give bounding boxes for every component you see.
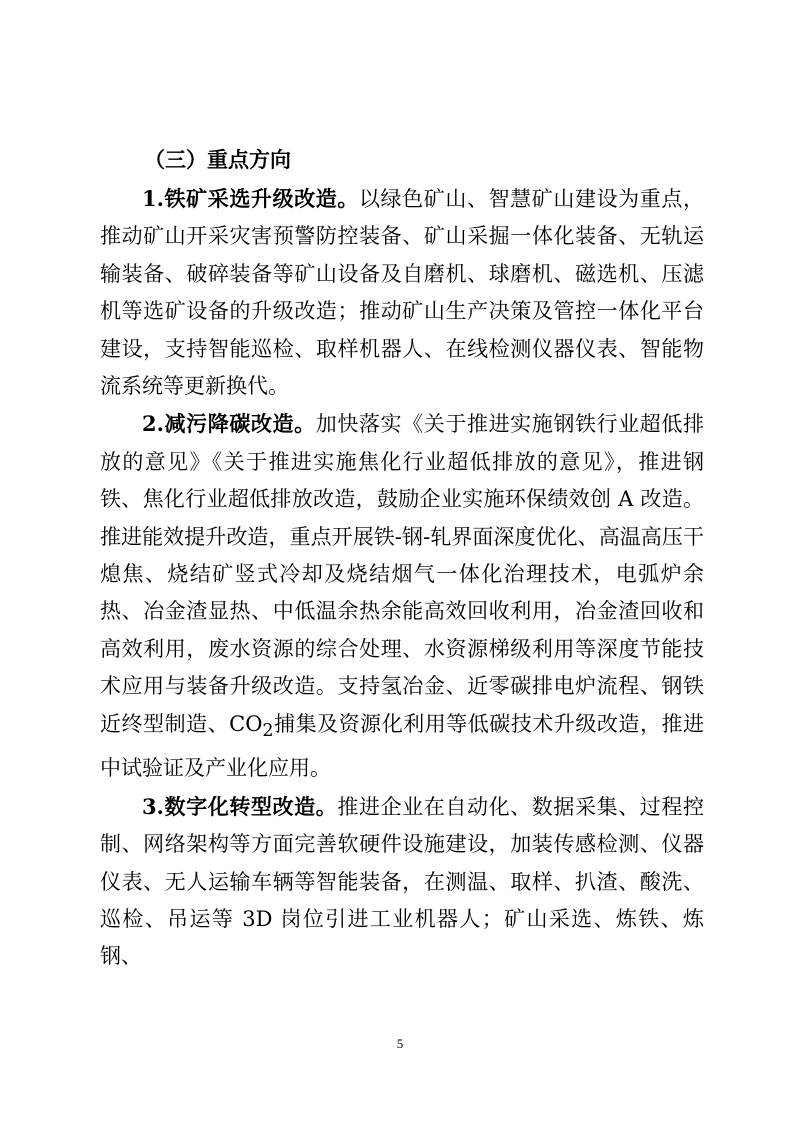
section-heading: （三）重点方向 <box>144 148 291 172</box>
paragraph-lead: 3.数字化转型改造。 <box>142 793 338 819</box>
paragraph-pollution-carbon <box>100 405 704 787</box>
paragraph-iron-ore <box>100 180 704 405</box>
paragraph-lead: 1.铁矿采选升级改造。 <box>142 186 359 211</box>
paragraph-body: 加快落实《关于推进实施钢铁行业超低排放的意见》《关于推进实施焦化行业超低排放的意见》，推进钢铁、焦化行业超低排放改造，鼓励企业实施环保绩效创 A 改造。推进能效提升改造，重点开展铁-钢-轧界面深度优化、高温高压干熄焦、烧结矿竖式冷却及烧结烟气一体化治理技术，电弧炉余热、冶金渣显热、中低温余热余能高效回收利用，冶金渣回收和高效利用，废水资源的综合处理、水资源梯级利用等深度节能技术应用与装备升级改造。支持氢冶金、近零碳排电炉流程、钢铁近终型制造、CO <box>100 412 704 736</box>
co2-subscript: 2 <box>262 720 274 741</box>
paragraph-body: 以绿色矿山、智慧矿山建设为重点，推动矿山开采灾害预警防控装备、矿山采掘一体化装备、无轨运输装备、破碎装备等矿山设备及自磨机、球磨机、磁选机、压滤机等选矿设备的升级改造；推动矿山生产决策及管控一体化平台建设，支持智能巡检、取样机器人、在线检测仪器仪表、智能物流系统等更新换代。 <box>100 187 704 399</box>
paragraph-body: 推进企业在自动化、数据采集、过程控制、网络架构等方面完善软硬件设施建设，加装传感检测、仪器仪表、无人运输车辆等智能装备，在测温、取样、扒渣、酸洗、巡检、吊运等 3D 岗位引进工业机器人；矿山采选、炼铁、炼钢、 <box>100 794 704 969</box>
paragraph-body-continued: 捕集及资源化利用等低碳技术升级改造，推进中试验证及产业化应用。 <box>100 711 704 781</box>
page-number: 5 <box>396 1036 404 1051</box>
paragraph-digital-transformation <box>100 788 704 976</box>
document-page <box>100 140 704 976</box>
paragraph-lead: 2.减污降碳改造。 <box>142 411 316 437</box>
